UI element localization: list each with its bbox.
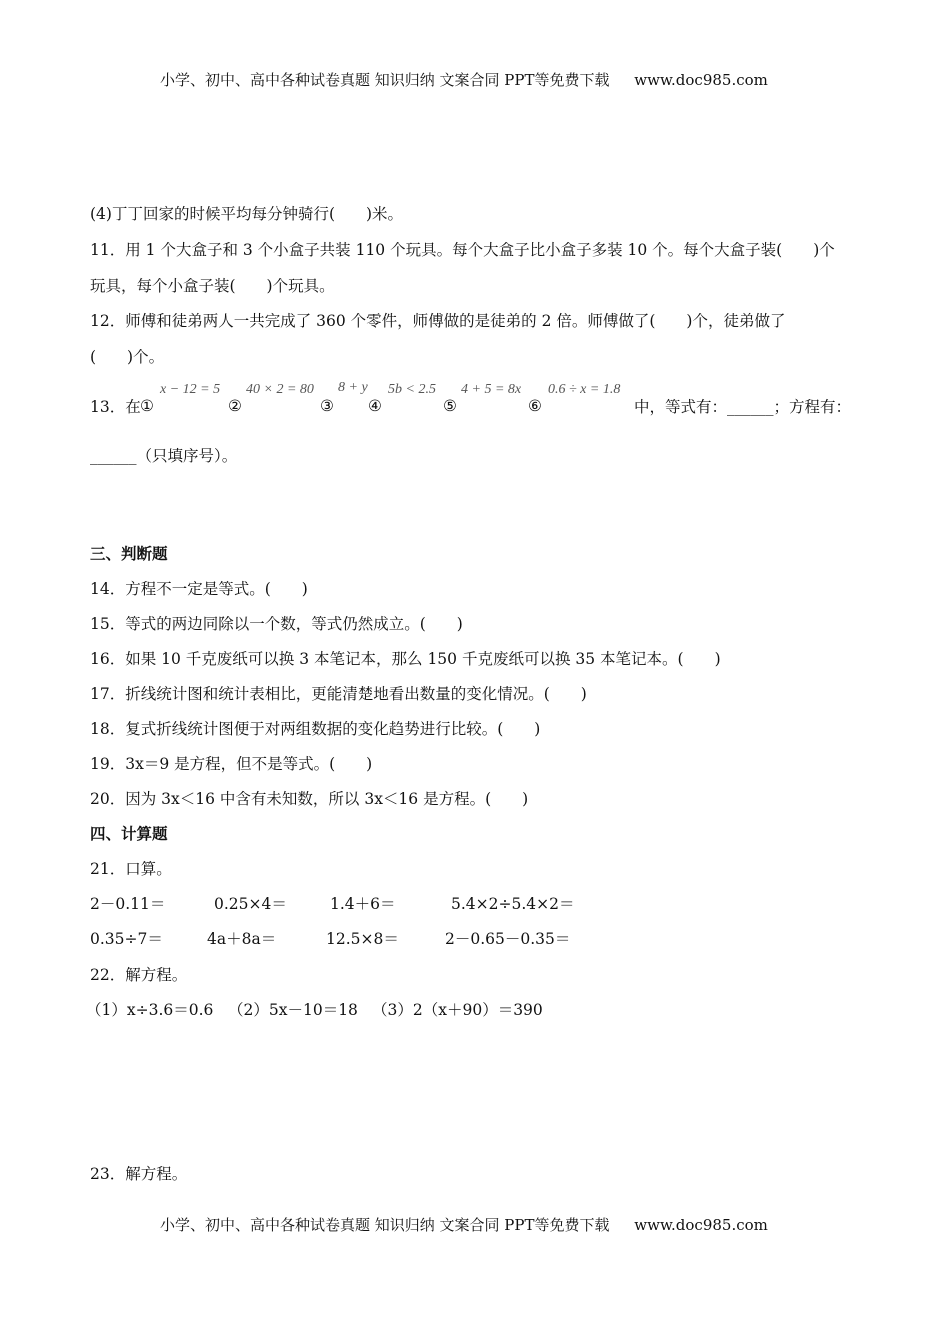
expression-4: 5b < 2.5 [388,382,436,397]
expression-6: 0.6 ÷ x = 1.8 [548,382,621,397]
option-mark-3: ③ [320,397,334,415]
section-3-heading: 三、判断题 [90,545,168,563]
equation-1: （1）x÷3.6＝0.6 [86,1001,214,1019]
oral-calc-1: 2－0.11＝ [90,895,166,913]
page-footer [160,1215,768,1235]
option-mark-6: ⑥ [528,397,542,415]
question-10-4: (4)丁丁回家的时候平均每分钟骑行( )米。 [90,205,404,223]
expression-2: 40 × 2 = 80 [246,382,314,397]
question-14: 14．方程不一定是等式。( ) [90,580,308,598]
question-12-line1: 12．师傅和徒弟两人一共完成了 360 个零件，师傅做的是徒弟的 2 倍。师傅做了( )个，徒弟做了 [90,312,786,330]
expression-1: x − 12 = 5 [160,382,221,397]
oral-calc-7: 12.5×8＝ [326,930,399,948]
question-20: 20．因为 3x＜16 中含有未知数，所以 3x＜16 是方程。( ) [90,790,529,808]
question-18: 18．复式折线统计图便于对两组数据的变化趋势进行比较。( ) [90,720,541,738]
expression-5: 4 + 5 = 8x [461,382,522,397]
question-15: 15．等式的两边同除以一个数，等式仍然成立。( ) [90,615,463,633]
equation-2: （2）5x－10＝18 [228,1001,358,1019]
oral-calc-6: 4a＋8a＝ [207,930,277,948]
expression-3: 8 + y [338,380,368,395]
question-11-line2: 玩具，每个小盒子装( )个玩具。 [90,277,335,295]
option-mark-1: ① [140,397,154,415]
oral-calc-4: 5.4×2÷5.4×2＝ [451,895,575,913]
question-13-prefix: 13．在 [90,398,141,416]
question-12-line2: ( )个。 [90,348,165,366]
footer-url[interactable]: www.doc985.com [634,1216,768,1234]
section-4-heading: 四、计算题 [90,825,168,843]
page-header [160,70,768,90]
footer-text: 小学、初中、高中各种试卷真题 知识归纳 文案合同 PPT等免费下载 [160,1216,610,1234]
question-11-line1: 11．用 1 个大盒子和 3 个小盒子共装 110 个玩具。每个大盒子比小盒子多装 10 个。每个大盒子装( )个 [90,241,835,259]
question-17: 17．折线统计图和统计表相比，更能清楚地看出数量的变化情况。( ) [90,685,587,703]
option-mark-5: ⑤ [443,397,457,415]
oral-calc-5: 0.35÷7＝ [90,930,163,948]
oral-calc-3: 1.4＋6＝ [330,895,396,913]
oral-calc-2: 0.25×4＝ [214,895,287,913]
question-21-title: 21．口算。 [90,860,172,878]
option-mark-2: ② [228,397,242,415]
question-16: 16．如果 10 千克废纸可以换 3 本笔记本，那么 150 千克废纸可以换 35 本笔记本。( ) [90,650,721,668]
equation-3: （3）2（x＋90）＝390 [372,1001,543,1019]
header-url[interactable]: www.doc985.com [634,71,768,89]
oral-calc-8: 2－0.65－0.35＝ [445,930,571,948]
question-23-title: 23．解方程。 [90,1165,188,1183]
question-22-title: 22．解方程。 [90,966,188,984]
question-13-suffix: 中，等式有：______；方程有： [634,398,852,416]
question-19: 19．3x＝9 是方程，但不是等式。( ) [90,755,373,773]
question-13-line2: ______（只填序号）。 [90,447,238,465]
header-text: 小学、初中、高中各种试卷真题 知识归纳 文案合同 PPT等免费下载 [160,71,610,89]
option-mark-4: ④ [368,397,382,415]
